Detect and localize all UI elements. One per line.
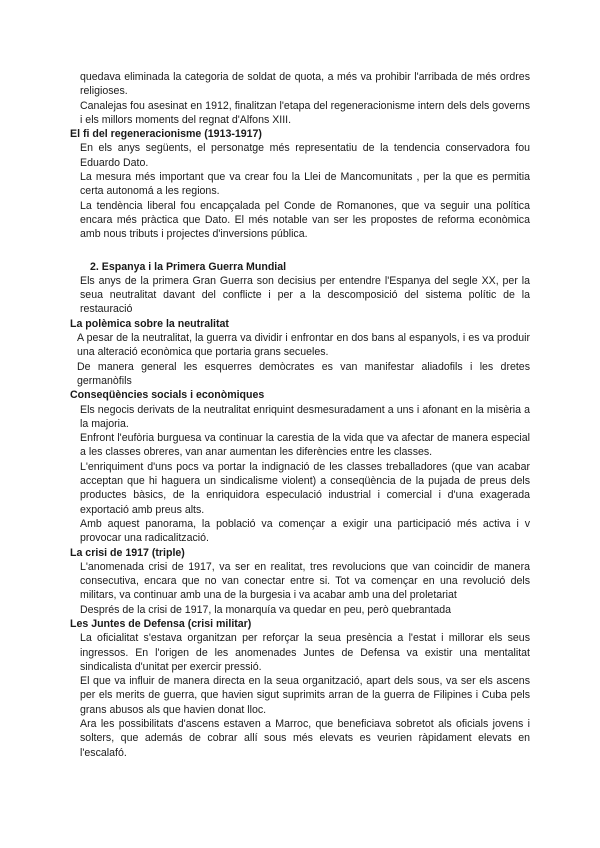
- paragraph: quedava eliminada la categoria de soldat de quota, a més va prohibir l'arribada de més ordres religioses.: [80, 71, 530, 98]
- juntes-section: [70, 617, 530, 760]
- paragraph: L'enriquiment d'uns pocs va portar la indignació de les classes treballadores (que van acabar acceptan que hi haguera un sindicalisme violent) a conseqüència de la pujada de preus dels productes bàsics, de la enriquidora especulació industrial i comercial i d'una exagerada exportació amb preus alts.: [80, 460, 530, 516]
- paragraph: Després de la crisi de 1917, la monarquía va quedar en peu, però quebrantada: [80, 603, 452, 616]
- crisi-section: [70, 546, 530, 617]
- paragraph: L'anomenada crisi de 1917, va ser en realitat, tres revolucions que van coincidir de manera consecutiva, encara que no van conectar entre si. Tot va començar en una revolució dels militars, va continuar amb una de la burgesia i va acabar amb una del proletariat: [80, 560, 530, 602]
- section-2: [70, 260, 530, 317]
- paragraph: En els anys següents, el personatge més representatiu de la tendencia conservadora fou Eduardo Dato.: [80, 142, 530, 169]
- paragraph: La tendència liberal fou encapçalada pel Conde de Romanones, que va seguir una política encara més pràctica que Dato. El més notable van ser les propostes de reforma econòmica amb nous tributs i projectes d'inversions pública.: [80, 199, 530, 241]
- section-2-heading: 2. Espanya i la Primera Guerra Mundial: [90, 260, 287, 273]
- paragraph: La mesura més important que va crear fou la Llei de Mancomunitats , per la que es permitia certa autonomá a les regions.: [80, 171, 530, 198]
- paragraph: El que va influir de manera directa en la seua organització, apart dels sous, va ser els ascens per els merits de guerra, que havien sigut suprimits arran de la guerra de Filipines i Cuba pels grans abusos als que havien donat lloc.: [80, 675, 530, 716]
- paragraph: A pesar de la neutralitat, la guerra va dividir i enfrontar en dos bans al espanyols, i es va produir una alteració econòmica que portaria grans secueles.: [77, 332, 530, 359]
- paragraph: Enfront l'eufòria burguesa va continuar la carestia de la vida que va afectar de manera especial a les classes obreres, van anar aumentan les diferències entre les classes.: [80, 432, 530, 459]
- section-heading: La crisi de 1917 (triple): [70, 546, 185, 559]
- intro-block: [70, 70, 530, 127]
- paragraph: Canalejas fou asesinat en 1912, finalitzan l'etapa del regeneracionisme intern dels dels governs i els millors moments del regnat d'Alfons XIII.: [80, 99, 530, 126]
- section-heading: Les Juntes de Defensa (crisi militar): [70, 617, 252, 630]
- paragraph: Els anys de la primera Gran Guerra son decisius per entendre l'Espanya del segle XX, per la seua neutralitat davant del conflicte i per a la descomposició del sistema polític de la restauració: [80, 274, 530, 316]
- section-heading: El fi del regeneracionisme (1913-1917): [70, 128, 262, 141]
- section-heading: La polèmica sobre la neutralitat: [70, 317, 229, 330]
- paragraph: La oficialitat s'estava organitzan per reforçar la seua presència a l'estat i millorar els seus ingressos. En l'origen de les anomenades Juntes de Defensa va existir una mentalitat sindicalista d'unitat per exercir pressió.: [80, 632, 530, 673]
- paragraph: Ara les possibilitats d'ascens estaven a Marroc, que beneficiava sobretot als oficials jovens i solters, que además de cobrar allí sous més elevats es veurien ràpidament elevats en l'escalafó.: [80, 718, 530, 759]
- paragraph: Amb aquest panorama, la població va començar a exigir una participació més activa i v provocar una radicalització.: [80, 517, 530, 545]
- paragraph: De manera general les esquerres demòcrates es van manifestar aliadofils i les dretes germanòfils: [77, 360, 530, 387]
- paragraph: Els negocis derivats de la neutralitat enriquint desmesuradament a uns i afonant en la misèria a la majoria.: [80, 403, 530, 430]
- consequencies-section: [70, 388, 530, 545]
- section-heading: Conseqüències socials i econòmiques: [70, 389, 265, 402]
- polemica-section: [70, 317, 530, 388]
- fi-regeneracionisme-section: [70, 127, 530, 241]
